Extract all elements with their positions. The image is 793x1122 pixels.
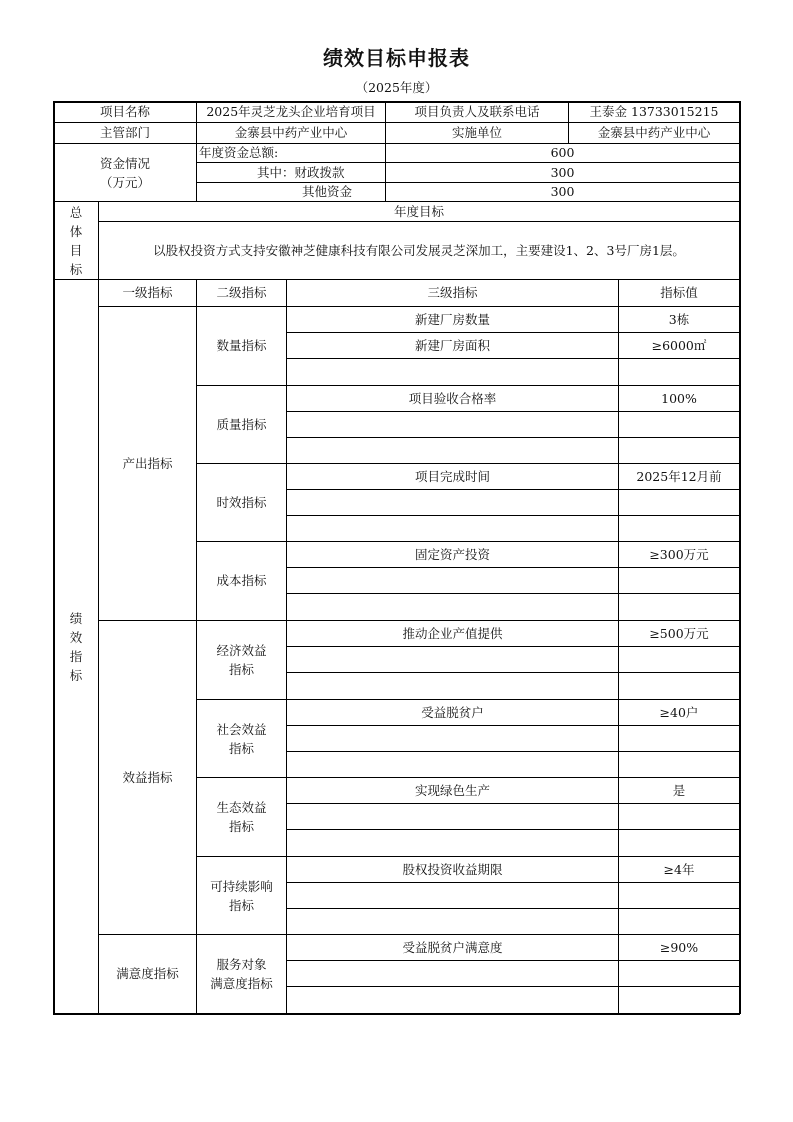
- overall-goal-char-3: 目: [69, 242, 83, 258]
- level2-economic: [197, 621, 286, 699]
- level2-social-line1: 社会效益: [216, 721, 267, 737]
- level3-value: 3栋: [668, 311, 690, 327]
- overall-goal-char-1: 总: [69, 204, 83, 220]
- level3-name: 新建厂房数量: [414, 311, 490, 327]
- level1-satisfaction: 满意度指标: [116, 966, 179, 981]
- performance-char-3: 指: [69, 648, 83, 664]
- project-name-label: 项目名称: [99, 104, 150, 119]
- level3-name: 固定资产投资: [414, 546, 490, 562]
- col-header-level2: 二级指标: [216, 285, 267, 300]
- level2-cost: 成本指标: [216, 573, 267, 588]
- level2-social-line2: 指标: [228, 740, 254, 756]
- level2-quality: 质量指标: [216, 416, 267, 432]
- funds-label: [54, 144, 196, 201]
- level3-name: 项目验收合格率: [408, 390, 497, 406]
- performance-char-1: 绩: [69, 610, 83, 626]
- dept-value: 金寨县中药产业中心: [234, 125, 348, 140]
- level3-name: 推动企业产值提供: [402, 625, 503, 641]
- level3-name: 实现绿色生产: [414, 782, 490, 798]
- level2-service-line2: 满意度指标: [210, 976, 273, 991]
- funds-label-line1: 资金情况: [99, 155, 150, 171]
- level3-name: 受益脱贫户满意度: [402, 939, 503, 955]
- overall-goal-char-4: 标: [69, 261, 83, 277]
- performance-char-2: 效: [69, 629, 83, 645]
- level3-value: ≥40户: [659, 704, 699, 720]
- level2-timeliness: 时效指标: [216, 494, 267, 510]
- level3-value: 100%: [661, 390, 697, 406]
- level3-value: 是: [672, 782, 686, 798]
- level3-name: 受益脱贫户: [421, 704, 484, 720]
- overall-goal-side-label: [54, 202, 98, 279]
- level1-output: 产出指标: [122, 455, 173, 471]
- funds-total-label: 年度资金总额:: [199, 145, 279, 160]
- level2-ecological: [197, 778, 286, 856]
- annual-goal-header: 年度目标: [393, 203, 444, 219]
- funds-other-value: 300: [550, 184, 575, 199]
- performance-char-4: 标: [69, 667, 83, 683]
- page-title: 绩效目标申报表: [323, 46, 470, 70]
- level3-value: ≥6000㎡: [651, 337, 707, 353]
- level1-benefit: 效益指标: [122, 769, 173, 785]
- level2-ecological-line2: 指标: [228, 819, 254, 834]
- level2-economic-line2: 指标: [228, 662, 254, 677]
- col-header-level3: 三级指标: [427, 285, 478, 300]
- level2-economic-line1: 经济效益: [216, 643, 267, 658]
- level2-sustainability-line1: 可持续影响: [210, 878, 273, 894]
- level3-name: 项目完成时间: [414, 468, 490, 484]
- col-header-value: 指标值: [660, 285, 698, 300]
- level2-social: [197, 700, 286, 777]
- overall-goal-char-2: 体: [69, 223, 83, 239]
- funds-other-label: 其他资金: [302, 184, 353, 199]
- level2-quantity: 数量指标: [216, 338, 267, 353]
- level2-service-line1: 服务对象: [216, 957, 267, 972]
- level3-value: ≥300万元: [649, 546, 709, 562]
- owner-label: 项目负责人及联系电话: [414, 104, 540, 119]
- level3-name: 新建厂房面积: [414, 337, 490, 353]
- funds-total-value: 600: [550, 145, 575, 160]
- level3-value: 2025年12月前: [636, 468, 722, 484]
- impl-value: 金寨县中药产业中心: [597, 125, 711, 140]
- funds-label-line2: （万元）: [99, 174, 150, 190]
- level2-sustainability-line2: 指标: [228, 897, 254, 913]
- level2-sustainability: [197, 857, 286, 934]
- project-name-value: 2025年灵芝龙头企业培育项目: [206, 104, 376, 119]
- level2-service-satisfaction: [197, 935, 286, 1013]
- performance-side-label: [54, 280, 98, 1013]
- annual-goal-text: 以股权投资方式支持安徽神芝健康科技有限公司发展灵芝深加工，主要建设1、2、3号厂房1层。: [153, 242, 685, 258]
- impl-label: 实施单位: [451, 125, 502, 140]
- page-subtitle: （2025年度）: [355, 80, 438, 95]
- col-header-level1: 一级指标: [122, 285, 173, 300]
- level2-ecological-line1: 生态效益: [216, 800, 267, 815]
- level3-value: ≥4年: [663, 861, 695, 877]
- funds-fiscal-label: 其中：财政拨款: [257, 164, 345, 180]
- owner-value: 王泰金 13733015215: [589, 104, 719, 119]
- funds-fiscal-value: 300: [550, 164, 575, 180]
- level3-name: 股权投资收益期限: [402, 861, 503, 877]
- dept-label: 主管部门: [99, 125, 150, 140]
- level3-value: ≥90%: [659, 939, 699, 955]
- level3-value: ≥500万元: [649, 625, 709, 641]
